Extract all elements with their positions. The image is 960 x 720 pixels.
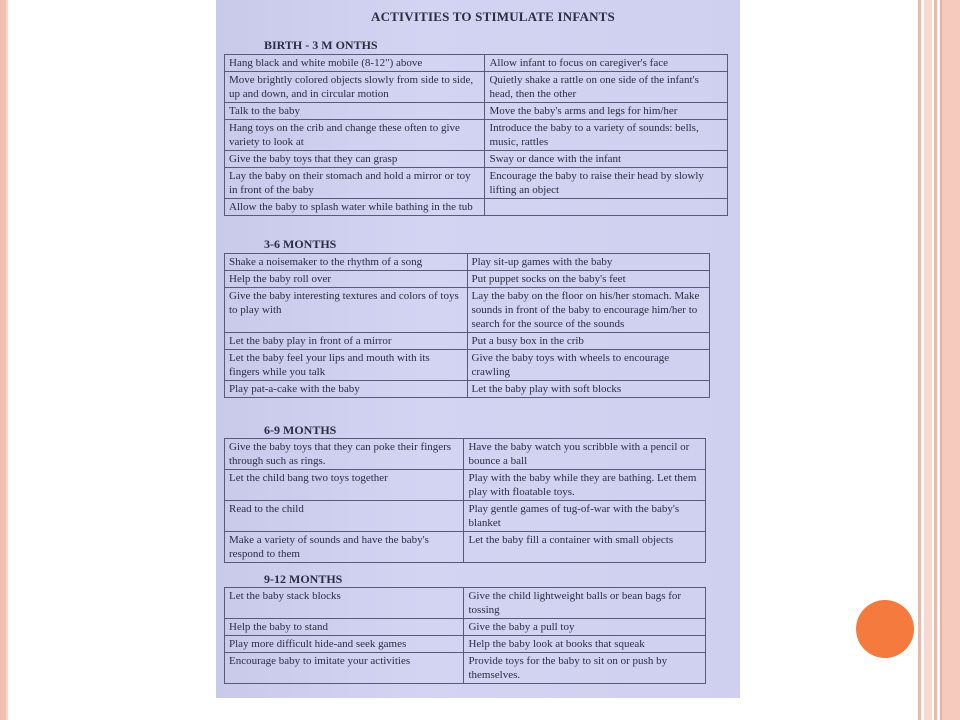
table-cell: Encourage the baby to raise their head by slowly lifting an object xyxy=(485,168,728,199)
table-cell: Encourage baby to imitate your activities xyxy=(225,653,464,684)
section-heading: 3-6 MONTHS xyxy=(264,237,337,251)
right-border-stripe xyxy=(924,0,932,720)
activities-table xyxy=(224,54,728,216)
table-cell: Talk to the baby xyxy=(225,103,485,120)
table-row xyxy=(225,120,728,151)
right-border-stripe xyxy=(940,0,960,720)
document-photo xyxy=(216,0,740,698)
table-cell: Make a variety of sounds and have the baby's respond to them xyxy=(225,532,464,563)
activities-table xyxy=(224,587,706,684)
table-cell: Allow the baby to splash water while bathing in the tub xyxy=(225,199,485,216)
table-row xyxy=(225,151,728,168)
table-cell: Shake a noisemaker to the rhythm of a song xyxy=(225,254,468,271)
table-cell: Let the child bang two toys together xyxy=(225,470,464,501)
table-cell: Help the baby look at books that squeak xyxy=(464,636,706,653)
activities-table xyxy=(224,438,706,563)
table-row xyxy=(225,653,706,684)
table-cell: Quietly shake a rattle on one side of the infant's head, then the other xyxy=(485,72,728,103)
table-row xyxy=(225,333,710,350)
table-cell: Hang black and white mobile (8-12") above xyxy=(225,55,485,72)
right-border-stripe xyxy=(918,0,921,720)
table-cell xyxy=(485,199,728,216)
table-cell: Let the baby play in front of a mirror xyxy=(225,333,468,350)
table-row xyxy=(225,588,706,619)
section-heading: 9-12 MONTHS xyxy=(264,572,343,586)
table-cell: Lay the baby on the floor on his/her stomach. Make sounds in front of the baby to encourage him/her to search for the source of the sounds xyxy=(467,288,710,333)
table-row xyxy=(225,619,706,636)
table-cell: Move brightly colored objects slowly from side to side, up and down, and in circular motion xyxy=(225,72,485,103)
table-cell: Let the baby feel your lips and mouth with its fingers while you talk xyxy=(225,350,468,381)
table-cell: Give the child lightweight balls or bean bags for tossing xyxy=(464,588,706,619)
table-cell: Help the baby to stand xyxy=(225,619,464,636)
table-cell: Put a busy box in the crib xyxy=(467,333,710,350)
table-row xyxy=(225,381,710,398)
table-row xyxy=(225,439,706,470)
table-cell: Move the baby's arms and legs for him/her xyxy=(485,103,728,120)
table-cell: Give the baby toys that they can grasp xyxy=(225,151,485,168)
table-cell: Play with the baby while they are bathing. Let them play with floatable toys. xyxy=(464,470,706,501)
table-cell: Let the baby fill a container with small objects xyxy=(464,532,706,563)
orange-circle-decoration xyxy=(856,600,914,658)
table-row xyxy=(225,72,728,103)
table-row xyxy=(225,288,710,333)
right-border-stripe xyxy=(934,0,937,720)
table-row xyxy=(225,55,728,72)
table-cell: Introduce the baby to a variety of sounds: bells, music, rattles xyxy=(485,120,728,151)
table-cell: Allow infant to focus on caregiver's face xyxy=(485,55,728,72)
section-heading: BIRTH - 3 M ONTHS xyxy=(264,38,378,52)
table-cell: Provide toys for the baby to sit on or push by themselves. xyxy=(464,653,706,684)
table-cell: Give the baby toys with wheels to encourage crawling xyxy=(467,350,710,381)
table-cell: Have the baby watch you scribble with a pencil or bounce a ball xyxy=(464,439,706,470)
table-cell: Play pat-a-cake with the baby xyxy=(225,381,468,398)
table-row xyxy=(225,271,710,288)
table-cell: Let the baby play with soft blocks xyxy=(467,381,710,398)
table-row xyxy=(225,636,706,653)
table-row xyxy=(225,168,728,199)
table-cell: Give the baby a pull toy xyxy=(464,619,706,636)
table-row xyxy=(225,254,710,271)
table-row xyxy=(225,199,728,216)
activities-table xyxy=(224,253,710,398)
table-cell: Give the baby interesting textures and colors of toys to play with xyxy=(225,288,468,333)
table-row xyxy=(225,532,706,563)
table-cell: Let the baby stack blocks xyxy=(225,588,464,619)
section-heading: 6-9 MONTHS xyxy=(264,423,337,437)
table-cell: Sway or dance with the infant xyxy=(485,151,728,168)
table-row xyxy=(225,350,710,381)
table-cell: Read to the child xyxy=(225,501,464,532)
table-cell: Lay the baby on their stomach and hold a mirror or toy in front of the baby xyxy=(225,168,485,199)
table-cell: Hang toys on the crib and change these often to give variety to look at xyxy=(225,120,485,151)
table-cell: Give the baby toys that they can poke their fingers through such as rings. xyxy=(225,439,464,470)
table-cell: Help the baby roll over xyxy=(225,271,468,288)
left-border-stripe xyxy=(0,0,8,720)
table-row xyxy=(225,103,728,120)
table-cell: Play more difficult hide-and seek games xyxy=(225,636,464,653)
table-row xyxy=(225,501,706,532)
table-row xyxy=(225,470,706,501)
document-title: ACTIVITIES TO STIMULATE INFANTS xyxy=(370,9,615,24)
table-cell: Play gentle games of tug-of-war with the baby's blanket xyxy=(464,501,706,532)
table-cell: Put puppet socks on the baby's feet xyxy=(467,271,710,288)
table-cell: Play sit-up games with the baby xyxy=(467,254,710,271)
